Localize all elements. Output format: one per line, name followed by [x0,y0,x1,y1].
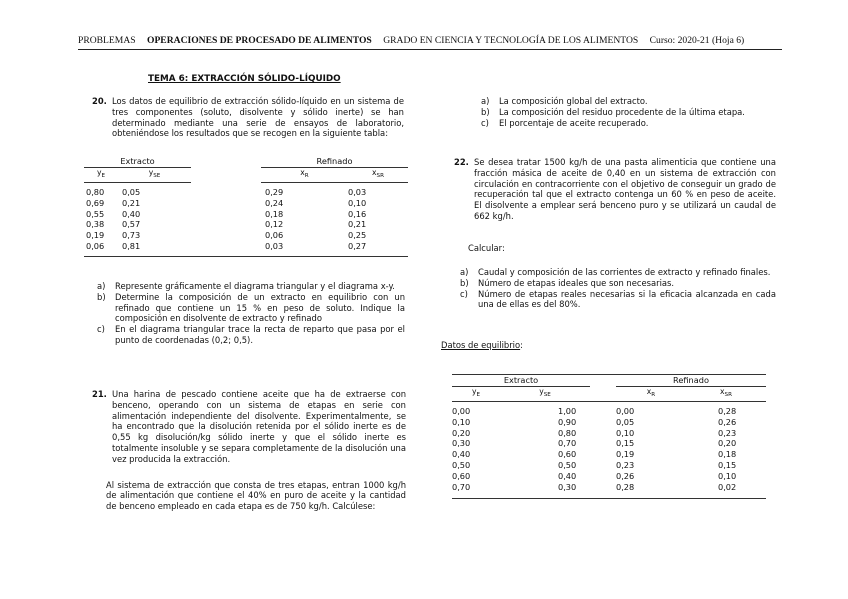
col-header-xr: $x_R$ [616,386,686,401]
table-row: 0,80 0,05 0,29 0,03 [86,187,367,198]
questions-22 [460,267,776,310]
list-item: b) Número de etapas ideales que son necesarias. [460,277,675,288]
col-header-ye: $y_E$ [84,167,118,182]
list-item: c) El porcentaje de aceite recuperado. [481,117,649,128]
equilibrium-data-label: Datos de equilibrio: [441,340,523,350]
table-row: 0,06 0,81 0,03 0,27 [86,241,367,252]
problem-number: 20. [92,96,107,106]
problem-statement: Se desea tratar 1500 kg/h de una pasta alimenticia que contiene una fracción másica de aceite de 0,40 en un sistema de extracción con circulación en contracorriente con el objetivo de conseguir un grado de recuperación tal que el extracto contenga un 60 % en peso de aceite. El disolvente a emplear será benceno puro y se utilizará un caudal de 662 kg/h. [474,157,776,221]
problem-statement: Los datos de equilibrio de extracción sólido-líquido en un sistema de tres componentes (soluto, disolvente y sólido inerte) se han determinado mediante una serie de ensayos de laboratorio, obteniéndose los resultados que se recogen en la siguiente tabla: [112,96,404,139]
problem-22 [454,157,776,222]
list-item: a) Caudal y composición de las corrientes de extracto y refinado finales. [460,267,771,277]
list-item: c) En el diagrama triangular trace la recta de reparto que pasa por el punto de coordenadas (0,2; 0,5). [97,324,405,345]
problem-number: 22. [454,157,469,167]
table-row: 0,55 0,40 0,18 0,16 [86,208,367,219]
table-row: 0,50 0,50 0,23 0,15 [452,460,737,471]
group-raffinate: Refinado [616,375,766,386]
problem-statement-2: Al sistema de extracción que consta de tres etapas, entran 1000 kg/h de alimentación que contiene el 40% en puro de aceite y la cantidad de benceno empleado en cada etapa es de 750 kg/h. Calcúlese: [106,479,406,512]
table-row: 0,00 1,00 0,00 0,28 [452,406,737,417]
header-section: PROBLEMAS [78,35,136,46]
problem-21 [92,389,406,512]
questions-20 [97,281,405,346]
problem-number: 21. [92,389,107,399]
group-extract: Extracto [452,375,590,386]
header-degree: GRADO EN CIENCIA Y TECNOLOGÍA DE LOS ALIMENTOS [383,35,639,46]
table-row: 0,10 0,90 0,05 0,26 [452,416,737,427]
header-year: Curso: 2020-21 (Hoja 6) [649,35,745,46]
list-item: a) Represente gráficamente el diagrama triangular y el diagrama x-y. [97,281,395,291]
table-row: 0,40 0,60 0,19 0,18 [452,449,737,460]
table-row: 0,69 0,21 0,24 0,10 [86,197,367,208]
problem-statement: Una harina de pescado contiene aceite que ha de extraerse con benceno, operando con un sistema de etapas en serie con alimentación independiente del disolvente. Experimentalmente, se ha encontrado que la disolución retenida por el sólido inerte es de 0,55 kg disolución/kg sólido inerte y que el sólido inerte es totalmente insoluble y se separa completamente de la disolución una vez producida la extracción. [112,389,406,464]
list-item: c) Número de etapas reales necesarias si la eficacia alcanzada en cada una de ellas es del 80%. [460,288,776,310]
data-table [452,375,766,498]
equilibrium-table-20 [84,156,408,257]
header-course-name: OPERACIONES DE PROCESADO DE ALIMENTOS [146,35,372,46]
table-row: 0,70 0,30 0,28 0,02 [452,481,737,492]
col-header-xsr: $x_{SR}$ [348,167,408,182]
group-extract: Extracto [84,156,191,167]
problem-20 [92,96,404,139]
list-item: b) Determine la composición de un extracto en equilibrio con un refinado que contiene un 15 % en peso de soluto. Indique la composición en disolvente de extracto y refinado [97,291,405,324]
col-header-xr: $x_R$ [261,167,348,182]
page-header [78,36,782,50]
list-item: a) La composición global del extracto. [481,96,648,106]
calculate-label: Calcular: [468,243,505,253]
table-row: 0,20 0,80 0,10 0,23 [452,427,737,438]
questions-21 [481,96,781,128]
col-header-xsr: $x_{SR}$ [686,386,766,401]
table-row: 0,38 0,57 0,12 0,21 [86,219,367,230]
table-row: 0,60 0,40 0,26 0,10 [452,470,737,481]
col-header-yse: $y_{SE}$ [118,167,191,182]
col-header-ye: $y_E$ [452,386,500,401]
equilibrium-table-22 [452,374,766,499]
data-table [84,156,408,256]
table-row: 0,30 0,70 0,15 0,20 [452,438,737,449]
table-row: 0,19 0,73 0,06 0,25 [86,230,367,241]
list-item: b) La composición del residuo procedente de la última etapa. [481,106,745,117]
group-raffinate: Refinado [261,156,408,167]
page-title: TEMA 6: EXTRACCIÓN SÓLIDO-LÍQUIDO [148,74,341,84]
col-header-yse: $y_{SE}$ [500,386,590,401]
